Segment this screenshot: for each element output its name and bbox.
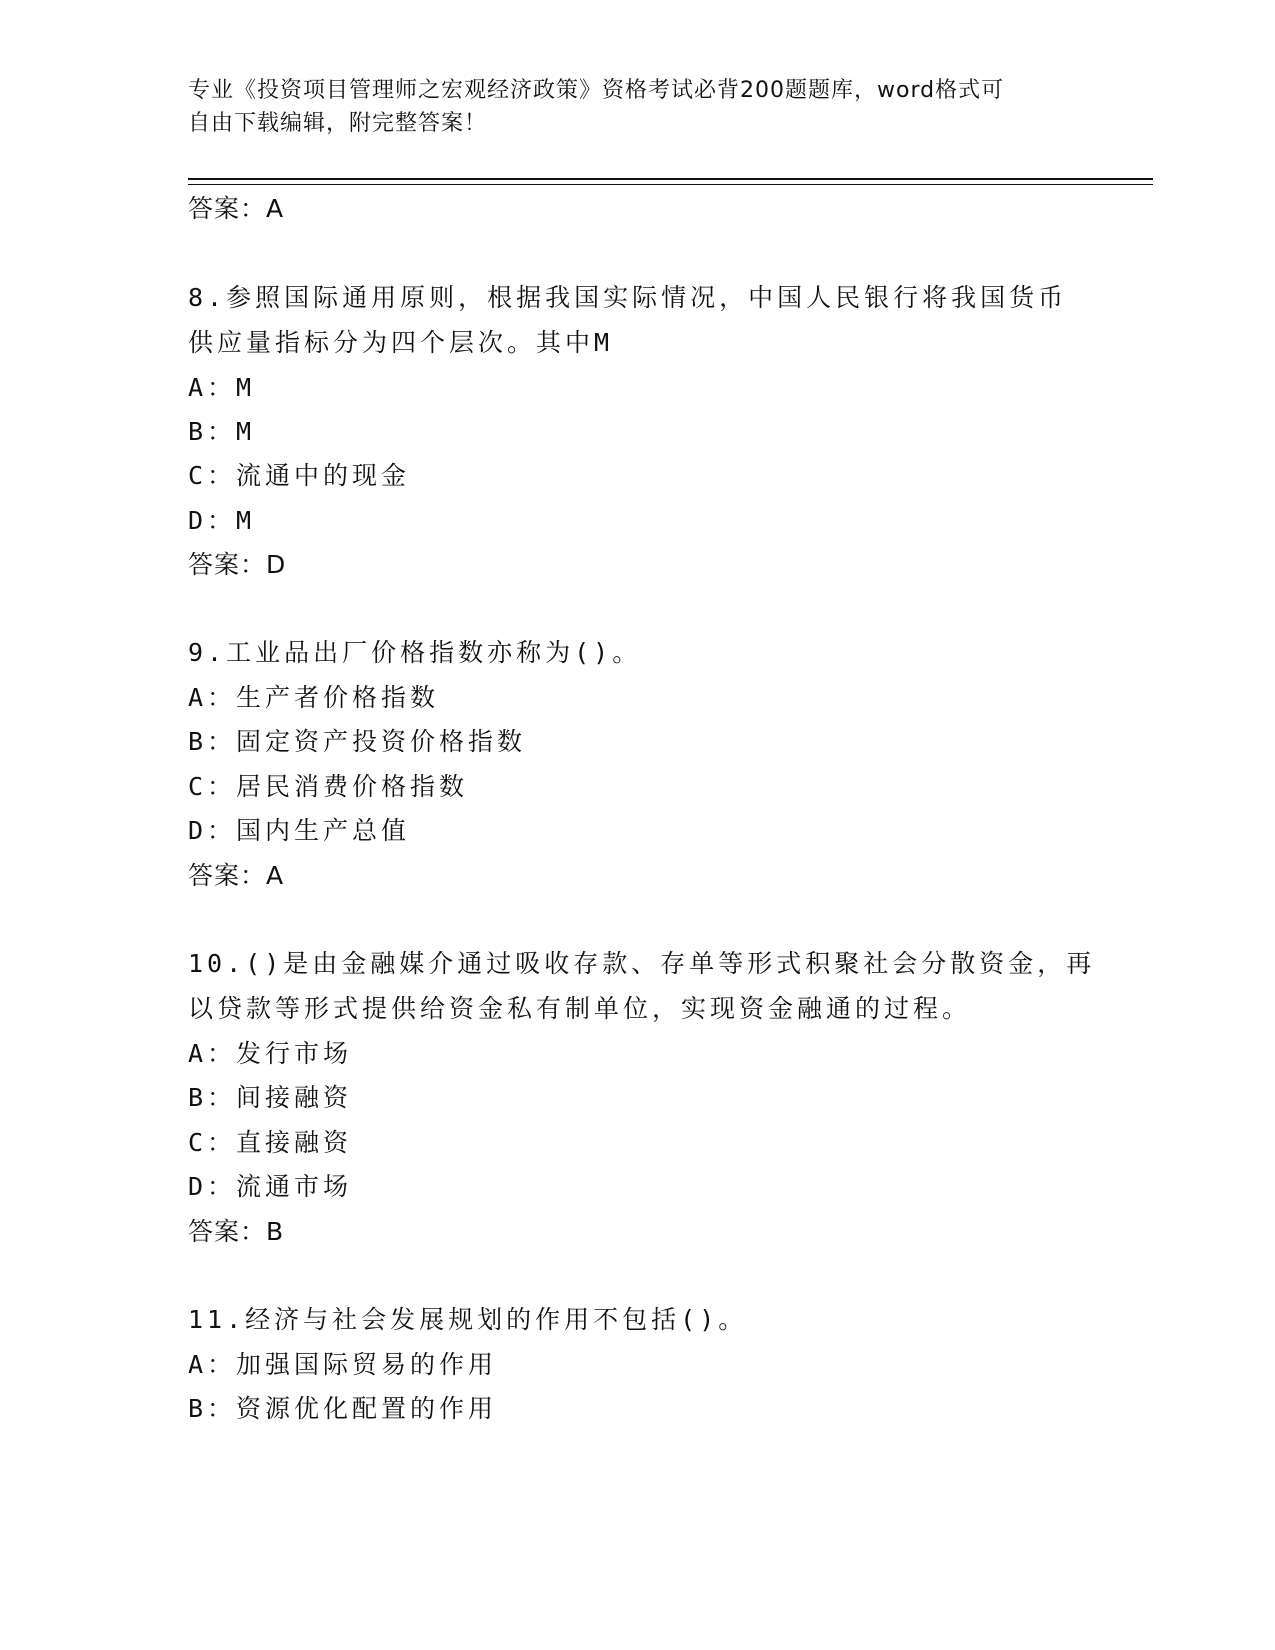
option-10-c: C：直接融资	[188, 1128, 353, 1157]
option-9-c: C：居民消费价格指数	[188, 772, 469, 801]
question-9: 9.工业品出厂价格指数亦称为()。	[188, 638, 642, 667]
question-10-line-1: 10.()是由金融媒介通过吸收存款、存单等形式积聚社会分散资金，再	[188, 949, 1096, 978]
option-8-a: A：M	[188, 373, 256, 402]
answer-9: 答案：A	[188, 861, 285, 890]
option-10-d: D：流通市场	[188, 1172, 353, 1201]
header-divider-thin	[188, 184, 1153, 185]
header-divider-thick	[188, 178, 1153, 180]
option-10-a: A：发行市场	[188, 1039, 353, 1068]
option-8-c: C：流通中的现金	[188, 461, 411, 490]
header-line-1: 专业《投资项目管理师之宏观经济政策》资格考试必背200题题库，word格式可	[188, 78, 1005, 103]
answer-7: 答案：A	[188, 194, 285, 223]
option-9-d: D：国内生产总值	[188, 816, 411, 845]
option-8-d: D：M	[188, 506, 256, 535]
question-8-line-2: 供应量指标分为四个层次。其中M	[188, 328, 614, 357]
option-10-b: B：间接融资	[188, 1083, 353, 1112]
question-8-line-1: 8.参照国际通用原则，根据我国实际情况，中国人民银行将我国货币	[188, 283, 1068, 312]
option-9-a: A：生产者价格指数	[188, 683, 440, 712]
option-11-b: B：资源优化配置的作用	[188, 1394, 498, 1423]
option-9-b: B：固定资产投资价格指数	[188, 727, 527, 756]
document-header	[188, 74, 1068, 140]
option-8-b: B：M	[188, 417, 256, 446]
question-10-line-2: 以贷款等形式提供给资金私有制单位，实现资金融通的过程。	[188, 994, 972, 1023]
answer-8: 答案：D	[188, 550, 287, 579]
question-11: 11.经济与社会发展规划的作用不包括()。	[188, 1305, 748, 1334]
option-11-a: A：加强国际贸易的作用	[188, 1350, 498, 1379]
header-line-2: 自由下载编辑，附完整答案！	[188, 111, 488, 136]
answer-10: 答案：B	[188, 1217, 285, 1246]
